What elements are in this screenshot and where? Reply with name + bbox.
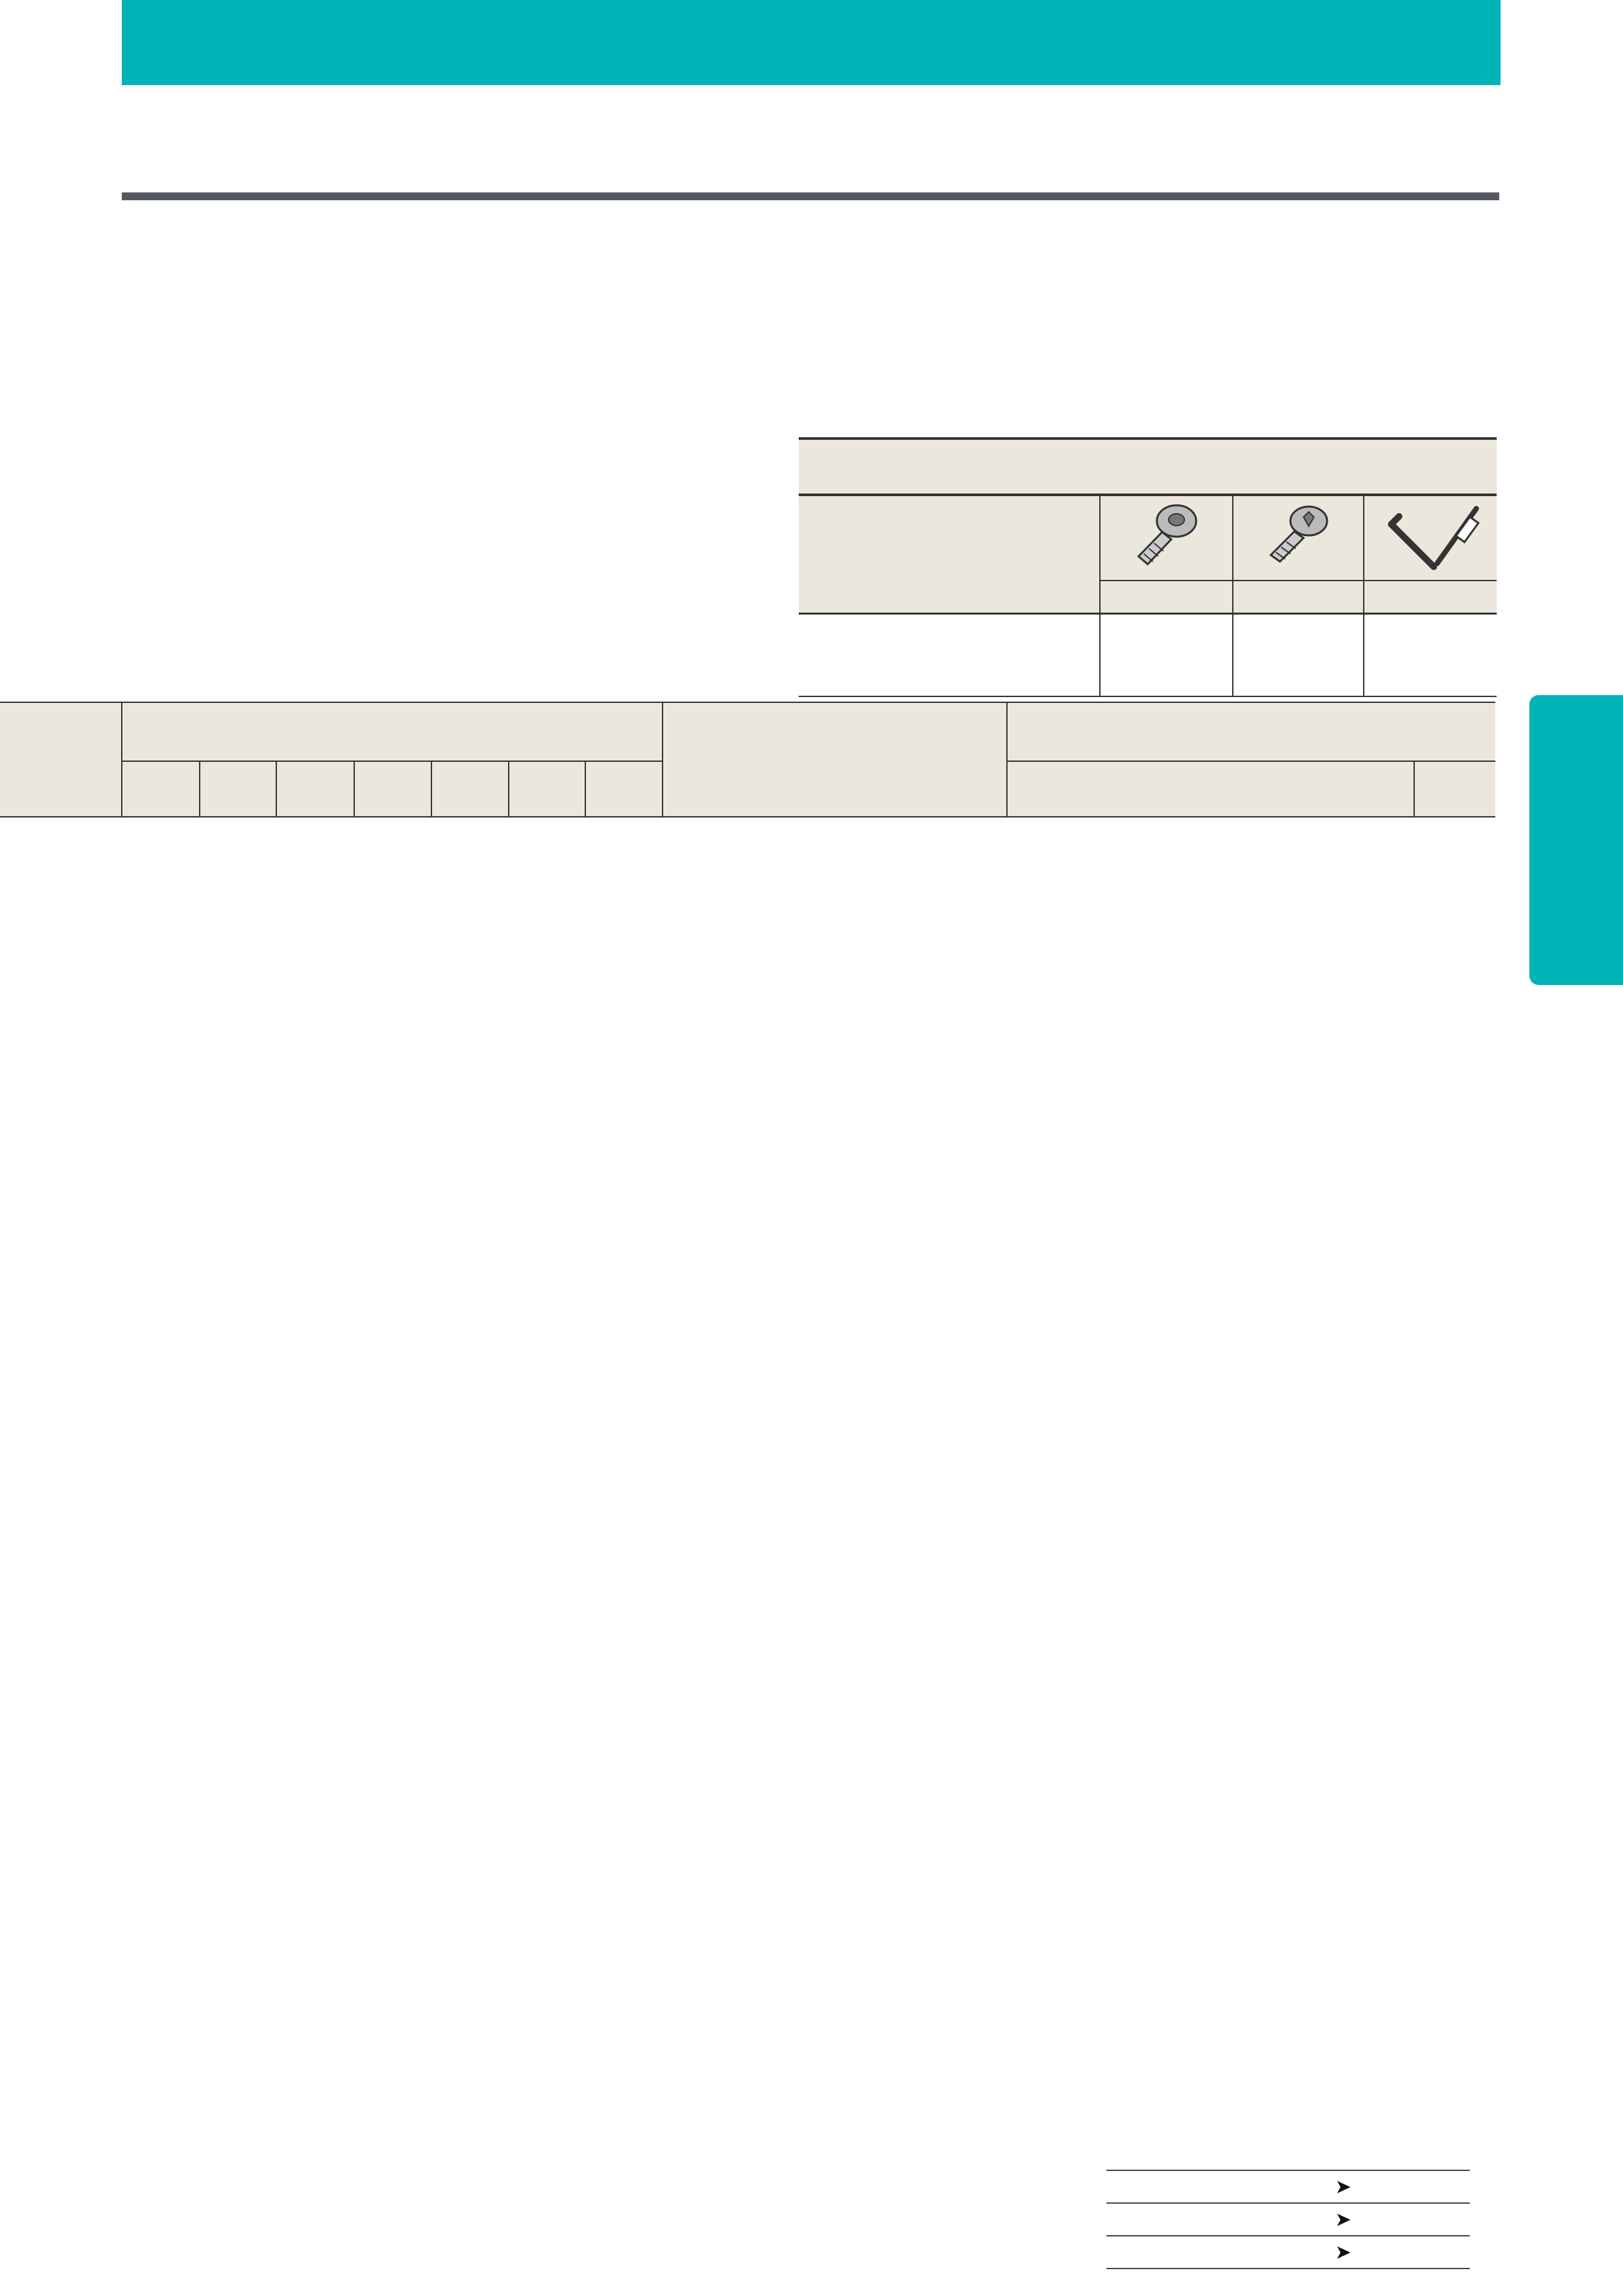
arrow-icon: ➤ xyxy=(1335,2176,1352,2198)
col-header xyxy=(200,761,276,817)
designation-header xyxy=(0,702,122,817)
arrow-icon: ➤ xyxy=(1335,2241,1352,2263)
section-side-tab xyxy=(1529,695,1623,985)
page-header xyxy=(1414,761,1495,817)
top-color-band xyxy=(122,0,1501,85)
dims-header xyxy=(122,702,663,761)
insert-screw-icon xyxy=(1256,497,1341,563)
footer-link-spare-parts[interactable] xyxy=(1106,2235,1470,2269)
spare-parts-title xyxy=(799,439,1497,495)
main-table xyxy=(0,702,1497,817)
cond-header xyxy=(663,702,1007,817)
insert-header xyxy=(1007,702,1495,761)
col-header xyxy=(276,761,354,817)
col-header xyxy=(354,761,431,817)
geom-header xyxy=(1007,761,1414,817)
col-header xyxy=(122,761,200,817)
arrow-icon: ➤ xyxy=(1335,2208,1352,2231)
clamp-screw-image xyxy=(1100,495,1233,581)
top-divider-rule xyxy=(122,192,1499,200)
footer-link-designation[interactable] xyxy=(1106,2170,1470,2202)
key-image xyxy=(1364,495,1497,581)
spare-parts-table xyxy=(799,437,1497,700)
col-header xyxy=(585,761,663,817)
col-header xyxy=(431,761,509,817)
wrench-screwdriver-icon xyxy=(1372,498,1489,573)
holder-label xyxy=(799,495,1100,614)
footer-link-cutting-modes[interactable] xyxy=(1106,2202,1470,2235)
clamp-screw-icon xyxy=(1124,496,1209,575)
insert-screw-image xyxy=(1233,495,1364,581)
footer-links xyxy=(1106,2170,1470,2269)
col-header xyxy=(509,761,585,817)
